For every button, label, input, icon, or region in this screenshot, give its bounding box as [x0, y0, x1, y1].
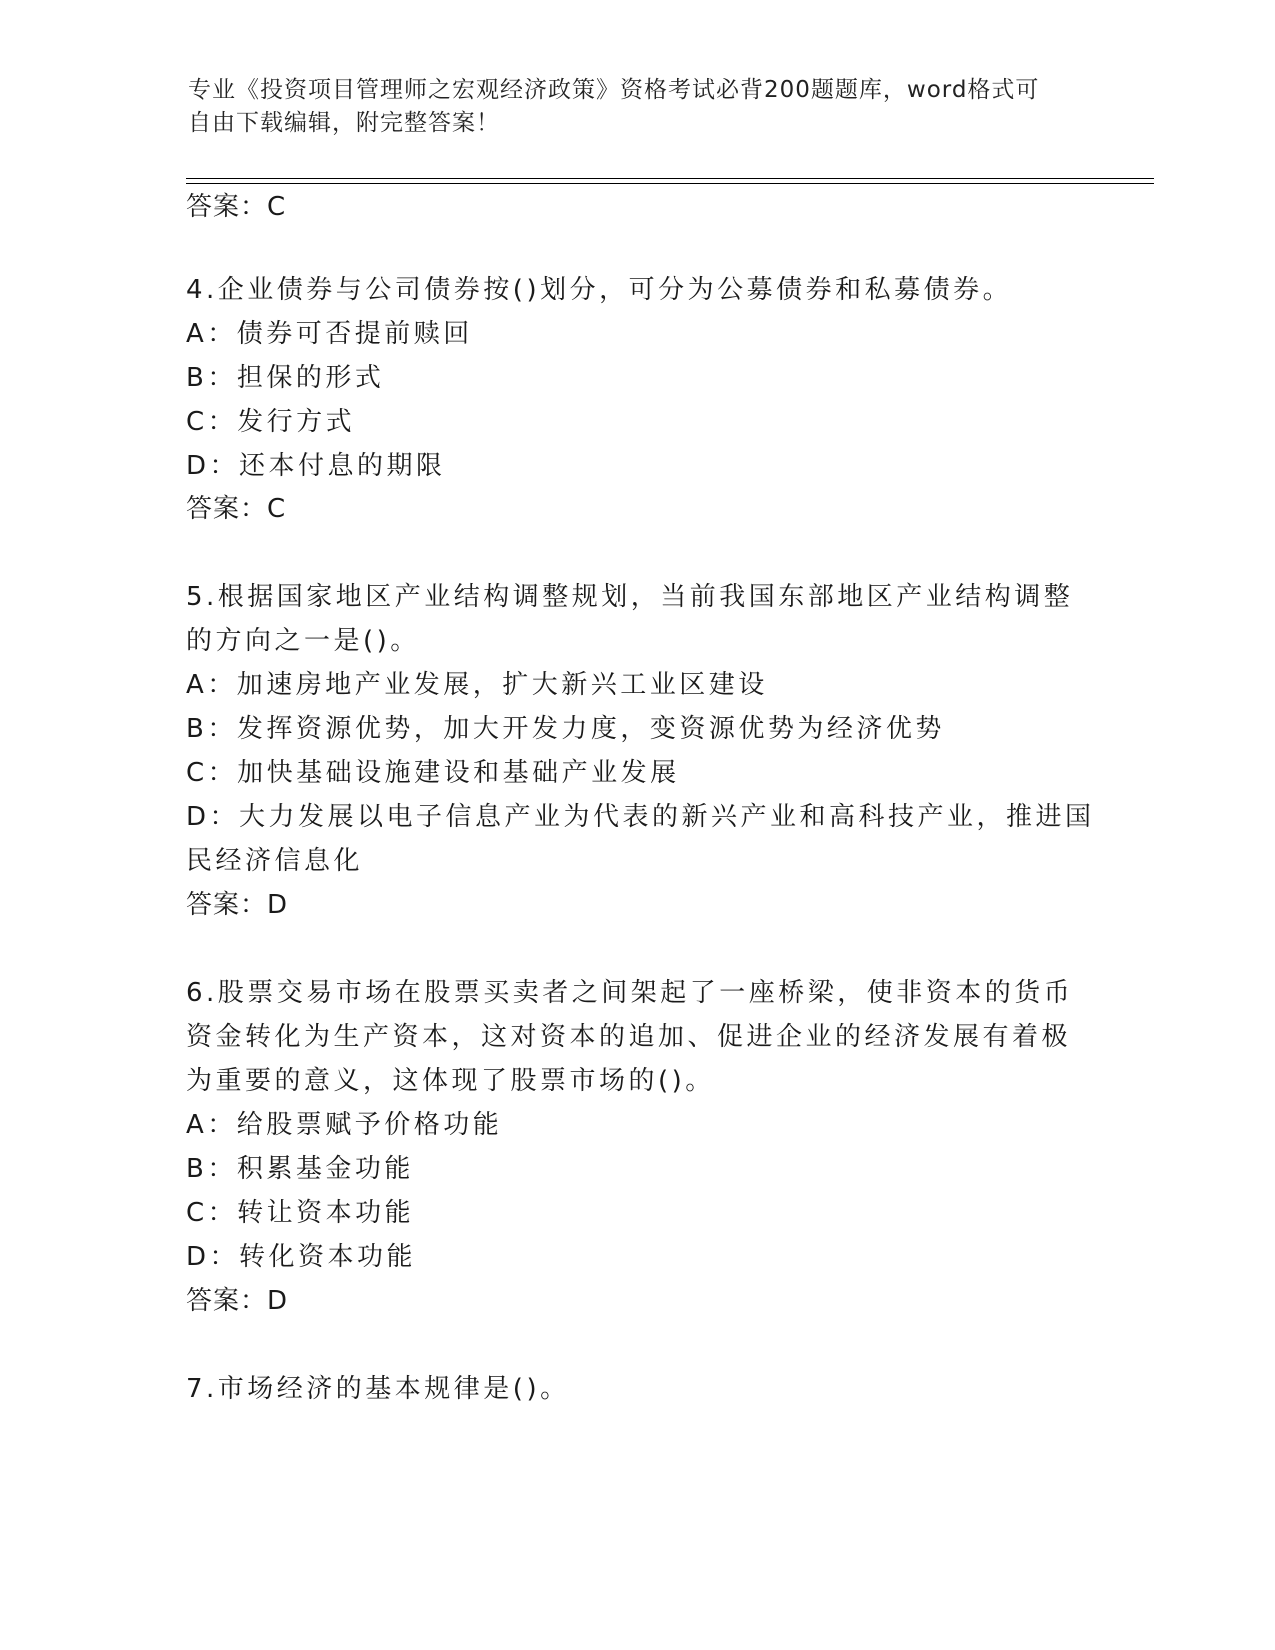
question-6-option-d: D：转化资本功能 — [186, 1242, 417, 1272]
question-5-stem-line-1: 5.根据国家地区产业结构调整规划，当前我国东部地区产业结构调整 — [186, 582, 1074, 612]
question-5-option-b: B：发挥资源优势，加大开发力度，变资源优势为经济优势 — [186, 714, 945, 744]
answer-q4: 答案：C — [186, 494, 287, 524]
question-4-option-d: D：还本付息的期限 — [186, 451, 446, 481]
document-header — [188, 74, 1068, 140]
question-6-stem-line-2: 资金转化为生产资本，这对资本的追加、促进企业的经济发展有着极 — [186, 1022, 1072, 1052]
header-rule-bottom — [186, 183, 1154, 184]
answer-q3: 答案：C — [186, 192, 287, 222]
answer-q6: 答案：D — [186, 1286, 289, 1316]
header-line-2: 自由下载编辑，附完整答案！ — [188, 110, 500, 136]
question-4-option-b: B：担保的形式 — [186, 363, 385, 393]
answer-q5: 答案：D — [186, 890, 289, 920]
question-6-option-a: A：给股票赋予价格功能 — [186, 1110, 503, 1140]
header-line-1: 专业《投资项目管理师之宏观经济政策》资格考试必背200题题库，word格式可 — [188, 77, 1040, 103]
question-4-option-c: C：发行方式 — [186, 407, 356, 437]
question-5-option-d-line-1: D：大力发展以电子信息产业为代表的新兴产业和高科技产业，推进国 — [186, 802, 1095, 832]
question-7-stem: 7.市场经济的基本规律是()。 — [186, 1374, 570, 1404]
question-6-stem-line-1: 6.股票交易市场在股票买卖者之间架起了一座桥梁，使非资本的货币 — [186, 978, 1074, 1008]
question-6-option-b: B：积累基金功能 — [186, 1154, 414, 1184]
question-5-option-c: C：加快基础设施建设和基础产业发展 — [186, 758, 680, 788]
question-4-option-a: A：债券可否提前赎回 — [186, 319, 473, 349]
question-5-option-d-line-2: 民经济信息化 — [186, 846, 364, 876]
question-6-stem-line-3: 为重要的意义，这体现了股票市场的()。 — [186, 1066, 715, 1096]
question-5-option-a: A：加速房地产业发展，扩大新兴工业区建设 — [186, 670, 768, 700]
question-5-stem-line-2: 的方向之一是()。 — [186, 626, 420, 656]
header-rule-top — [186, 178, 1154, 179]
question-4-stem: 4.企业债券与公司债券按()划分，可分为公募债券和私募债券。 — [186, 275, 1013, 305]
question-6-option-c: C：转让资本功能 — [186, 1198, 415, 1228]
